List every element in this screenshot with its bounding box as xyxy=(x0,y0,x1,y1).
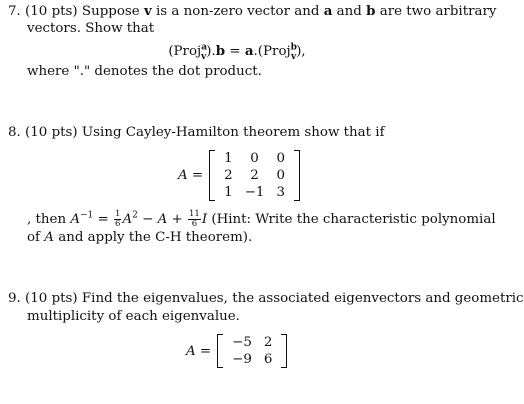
problem-8-points: (10 pts) xyxy=(25,125,78,140)
problem-7-text-2: vectors. Show that xyxy=(27,21,155,36)
matrix-row xyxy=(226,334,278,351)
problem-7-line-2 xyxy=(27,20,154,38)
matrix-cell: 2 xyxy=(263,335,273,350)
problem-9-text-2: multiplicity of each eigenvalue. xyxy=(27,309,240,324)
matrix-cell: 2 xyxy=(250,168,259,183)
matrix-cell: 3 xyxy=(276,185,285,200)
matrix-row xyxy=(218,167,291,184)
matrix-cell: 0 xyxy=(276,151,285,166)
problem-9-matrix-label: A = xyxy=(186,343,212,359)
matrix-row xyxy=(218,150,291,167)
matrix-cell: −9 xyxy=(232,352,252,367)
matrix-cell: −1 xyxy=(244,185,265,200)
problem-9-matrix xyxy=(186,334,287,368)
problem-7-formula: (Proj$^a_v$).b = a.(Proj$^b_v$), xyxy=(168,42,306,62)
matrix-cell: 0 xyxy=(276,168,285,183)
problem-8-line-3: of A and apply the C-H theorem). xyxy=(27,230,253,245)
matrix-row xyxy=(226,351,278,368)
matrix-cell: 2 xyxy=(224,168,233,183)
matrix-bracket xyxy=(209,150,300,201)
matrix-bracket xyxy=(217,334,287,368)
problem-7-points: (10 pts) xyxy=(25,4,78,19)
problem-9-number: 9. xyxy=(8,291,21,306)
matrix-table xyxy=(218,150,291,201)
matrix-cell: 6 xyxy=(263,352,273,367)
matrix-cell: 1 xyxy=(224,151,233,166)
problem-8-text-1: Using Cayley-Hamilton theorem show that if xyxy=(81,125,385,140)
problem-8-line-2: , then $A^{-1}$ = $\frac{1}{6}$ $A^2 - A$ + $\frac{11}{6}$ I (Hint: Write the characteristic polynomial xyxy=(27,209,496,229)
problem-7-text-3: where "." denotes the dot product. xyxy=(27,64,262,79)
problem-7-line-3 xyxy=(27,63,262,81)
matrix-row xyxy=(218,184,291,201)
matrix-cell: 1 xyxy=(224,185,233,200)
problem-9-points: (10 pts) xyxy=(25,291,78,306)
problem-8-matrix xyxy=(178,150,300,201)
problem-9-line-1 xyxy=(8,290,524,308)
problem-8-matrix-label: A = xyxy=(178,168,204,183)
problem-9-text-1: Find the eigenvalues, the associated eigenvectors and geometric xyxy=(81,291,524,306)
problem-9-line-2 xyxy=(27,308,240,326)
problem-8-line-1 xyxy=(8,124,385,142)
matrix-cell: −5 xyxy=(232,335,252,350)
matrix-cell: 0 xyxy=(250,151,259,166)
problem-7-line-1 xyxy=(8,2,496,21)
matrix-table xyxy=(226,334,278,368)
problem-7-text-1: Suppose v is a non-zero vector and a and b are two arbitrary xyxy=(81,3,497,19)
problem-8-number: 8. xyxy=(8,125,21,140)
problem-7-number: 7. xyxy=(8,4,21,19)
